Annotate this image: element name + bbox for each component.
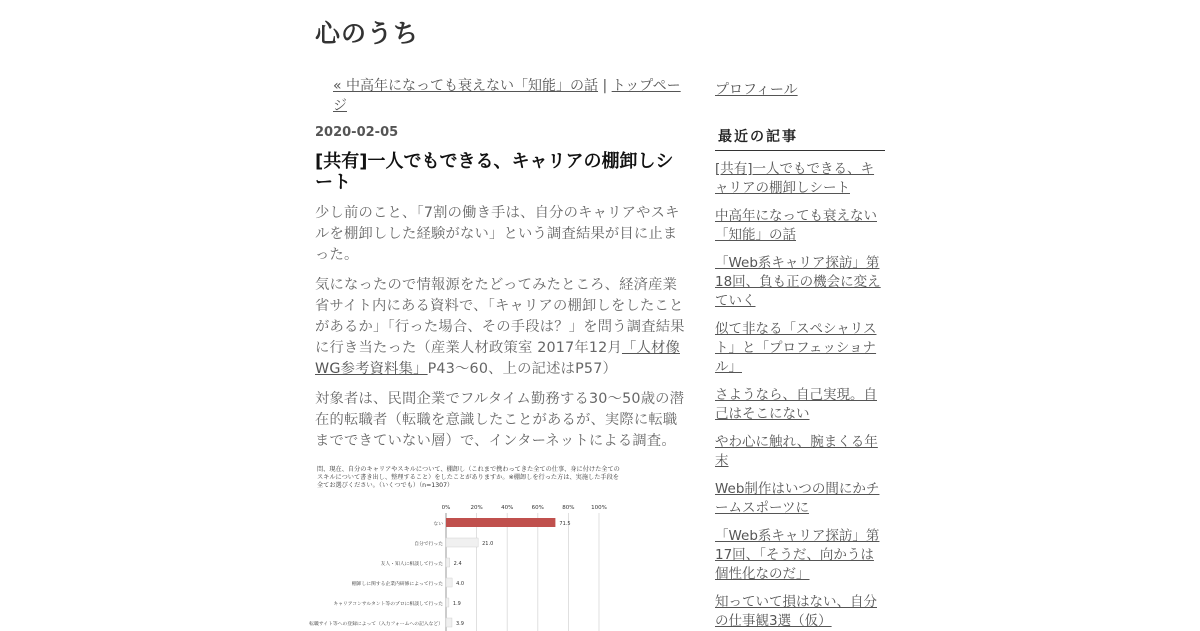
survey-chart-image [309,466,620,627]
recent-entry-item [715,386,885,424]
chart-category-label: 転職サイト等への登録によって（入力フォームへの記入など） [309,622,443,627]
chart-x-tick-label: 40% [501,505,514,511]
chart-bar [446,558,450,567]
recent-entry-link[interactable]: 「Web系キャリア探訪」第17回、「そうだ、向かうは個性化なのだ」 [715,528,880,582]
prev-entry-link[interactable]: « 中高年になっても衰えない「知能」の話 [333,78,599,94]
sidebar [715,80,885,631]
recent-entry-link[interactable]: 知っていて損はない、自分の仕事観3選（仮） [715,594,877,629]
recent-entry-item [715,207,885,245]
chart-category-label: ない [433,522,443,527]
chart-value-label: 1.9 [452,601,461,607]
entry-nav [333,76,687,116]
recent-entry-link[interactable]: 「Web系キャリア探訪」第18回、負も正の機会に変えていく [715,255,881,309]
recent-entry-item [715,320,885,377]
top-page-link[interactable]: トップページ [333,78,681,114]
recent-entry-item [715,527,885,584]
entry-title: [共有]一人でもできる、キャリアの棚卸しシート [315,151,674,193]
chart-category-label: 友人・知人に相談して行った [380,562,443,567]
chart-category-label: キャリアコンサルタント等のプロに相談して行った [333,602,443,607]
chart-category-label: 自分で行った [414,542,443,547]
chart-value-label: 2.4 [453,561,462,567]
chart-question: 問、現在、自分のキャリアやスキルについて、棚卸し（これまで携わってきた全ての仕事、身に付けた全てのスキルについて書き出し、整理すること）をしたことがありますか。※棚卸しを行った方は、実施した手段を全てお選びください。（いくつでも）（n=1307） [317,466,620,489]
recent-entries-heading: 最近の記事 [715,126,885,151]
chart-value-label: 3.9 [455,621,464,627]
nav-separator: | [598,78,612,94]
chart-x-tick-label: 20% [470,505,483,511]
site-title[interactable]: 心のうち [315,19,420,48]
chart-bar [446,518,555,527]
entry-date: 2020-02-05 [315,125,399,140]
chart-x-tick-label: 60% [531,505,544,511]
chart-category-label: 棚卸しに関する企業内研修によって行った [351,582,443,587]
paragraph-2-tail: P43～60、上の記述はP57） [427,361,618,377]
chart-value-label: 4.0 [456,581,465,587]
chart-bar [446,618,452,627]
chart-bar [446,598,449,607]
recent-entry-link[interactable]: 似て非なる「スペシャリスト」と「プロフェッショナル」 [715,321,877,375]
survey-bar-chart [309,498,620,627]
recent-entry-item [715,480,885,518]
chart-x-tick-label: 100% [591,505,607,511]
paragraph-2-text: 気になったので情報源をたどってみたところ、経済産業省サイト内にある資料で、「キャリアの棚卸しをしたことがあるか」「行った場合、その手段は？」を問う調査結果に行き当たった（産業人材政策室 2017年12月 [315,277,685,356]
paragraph-1: 少し前のこと、「7割の働き手は、自分のキャリアやスキルを棚卸しした経験がない」という調査結果が目に止まった。 [315,205,680,263]
recent-entry-link[interactable]: [共有]一人でもできる、キャリアの棚卸しシート [715,161,875,196]
recent-entry-item [715,433,885,471]
chart-value-label: 71.5 [559,521,571,527]
paragraph-2 [315,275,687,380]
entry-body [315,203,687,452]
chart-bar [446,538,478,547]
recent-entry-item [715,593,885,631]
chart-x-tick-label: 0% [441,505,451,511]
chart-x-tick-label: 80% [562,505,575,511]
profile-link[interactable]: プロフィール [715,82,798,98]
recent-entry-link[interactable]: さようなら、自己実現。自己はそこにない [715,387,877,422]
recent-entry-link[interactable]: Web制作はいつの間にかチームスポーツに [715,481,880,516]
chart-value-label: 21.0 [482,541,494,547]
main-column [309,76,687,627]
recent-entry-item [715,160,885,198]
paragraph-3: 対象者は、民間企業でフルタイム勤務する30～50歳の潜在的転職者（転職を意識したことがあるが、実際に転職までできていない層）で、インターネットによる調査。 [315,391,685,449]
recent-entry-link[interactable]: 中高年になっても衰えない「知能」の話 [715,208,877,243]
recent-entry-item [715,254,885,311]
chart-bar [446,578,452,587]
source-document-link[interactable]: 「人材像WG参考資料集」 [315,340,680,377]
recent-entries-list [715,160,885,631]
recent-entry-link[interactable]: やわ心に触れ、腕まくる年末 [715,434,878,469]
